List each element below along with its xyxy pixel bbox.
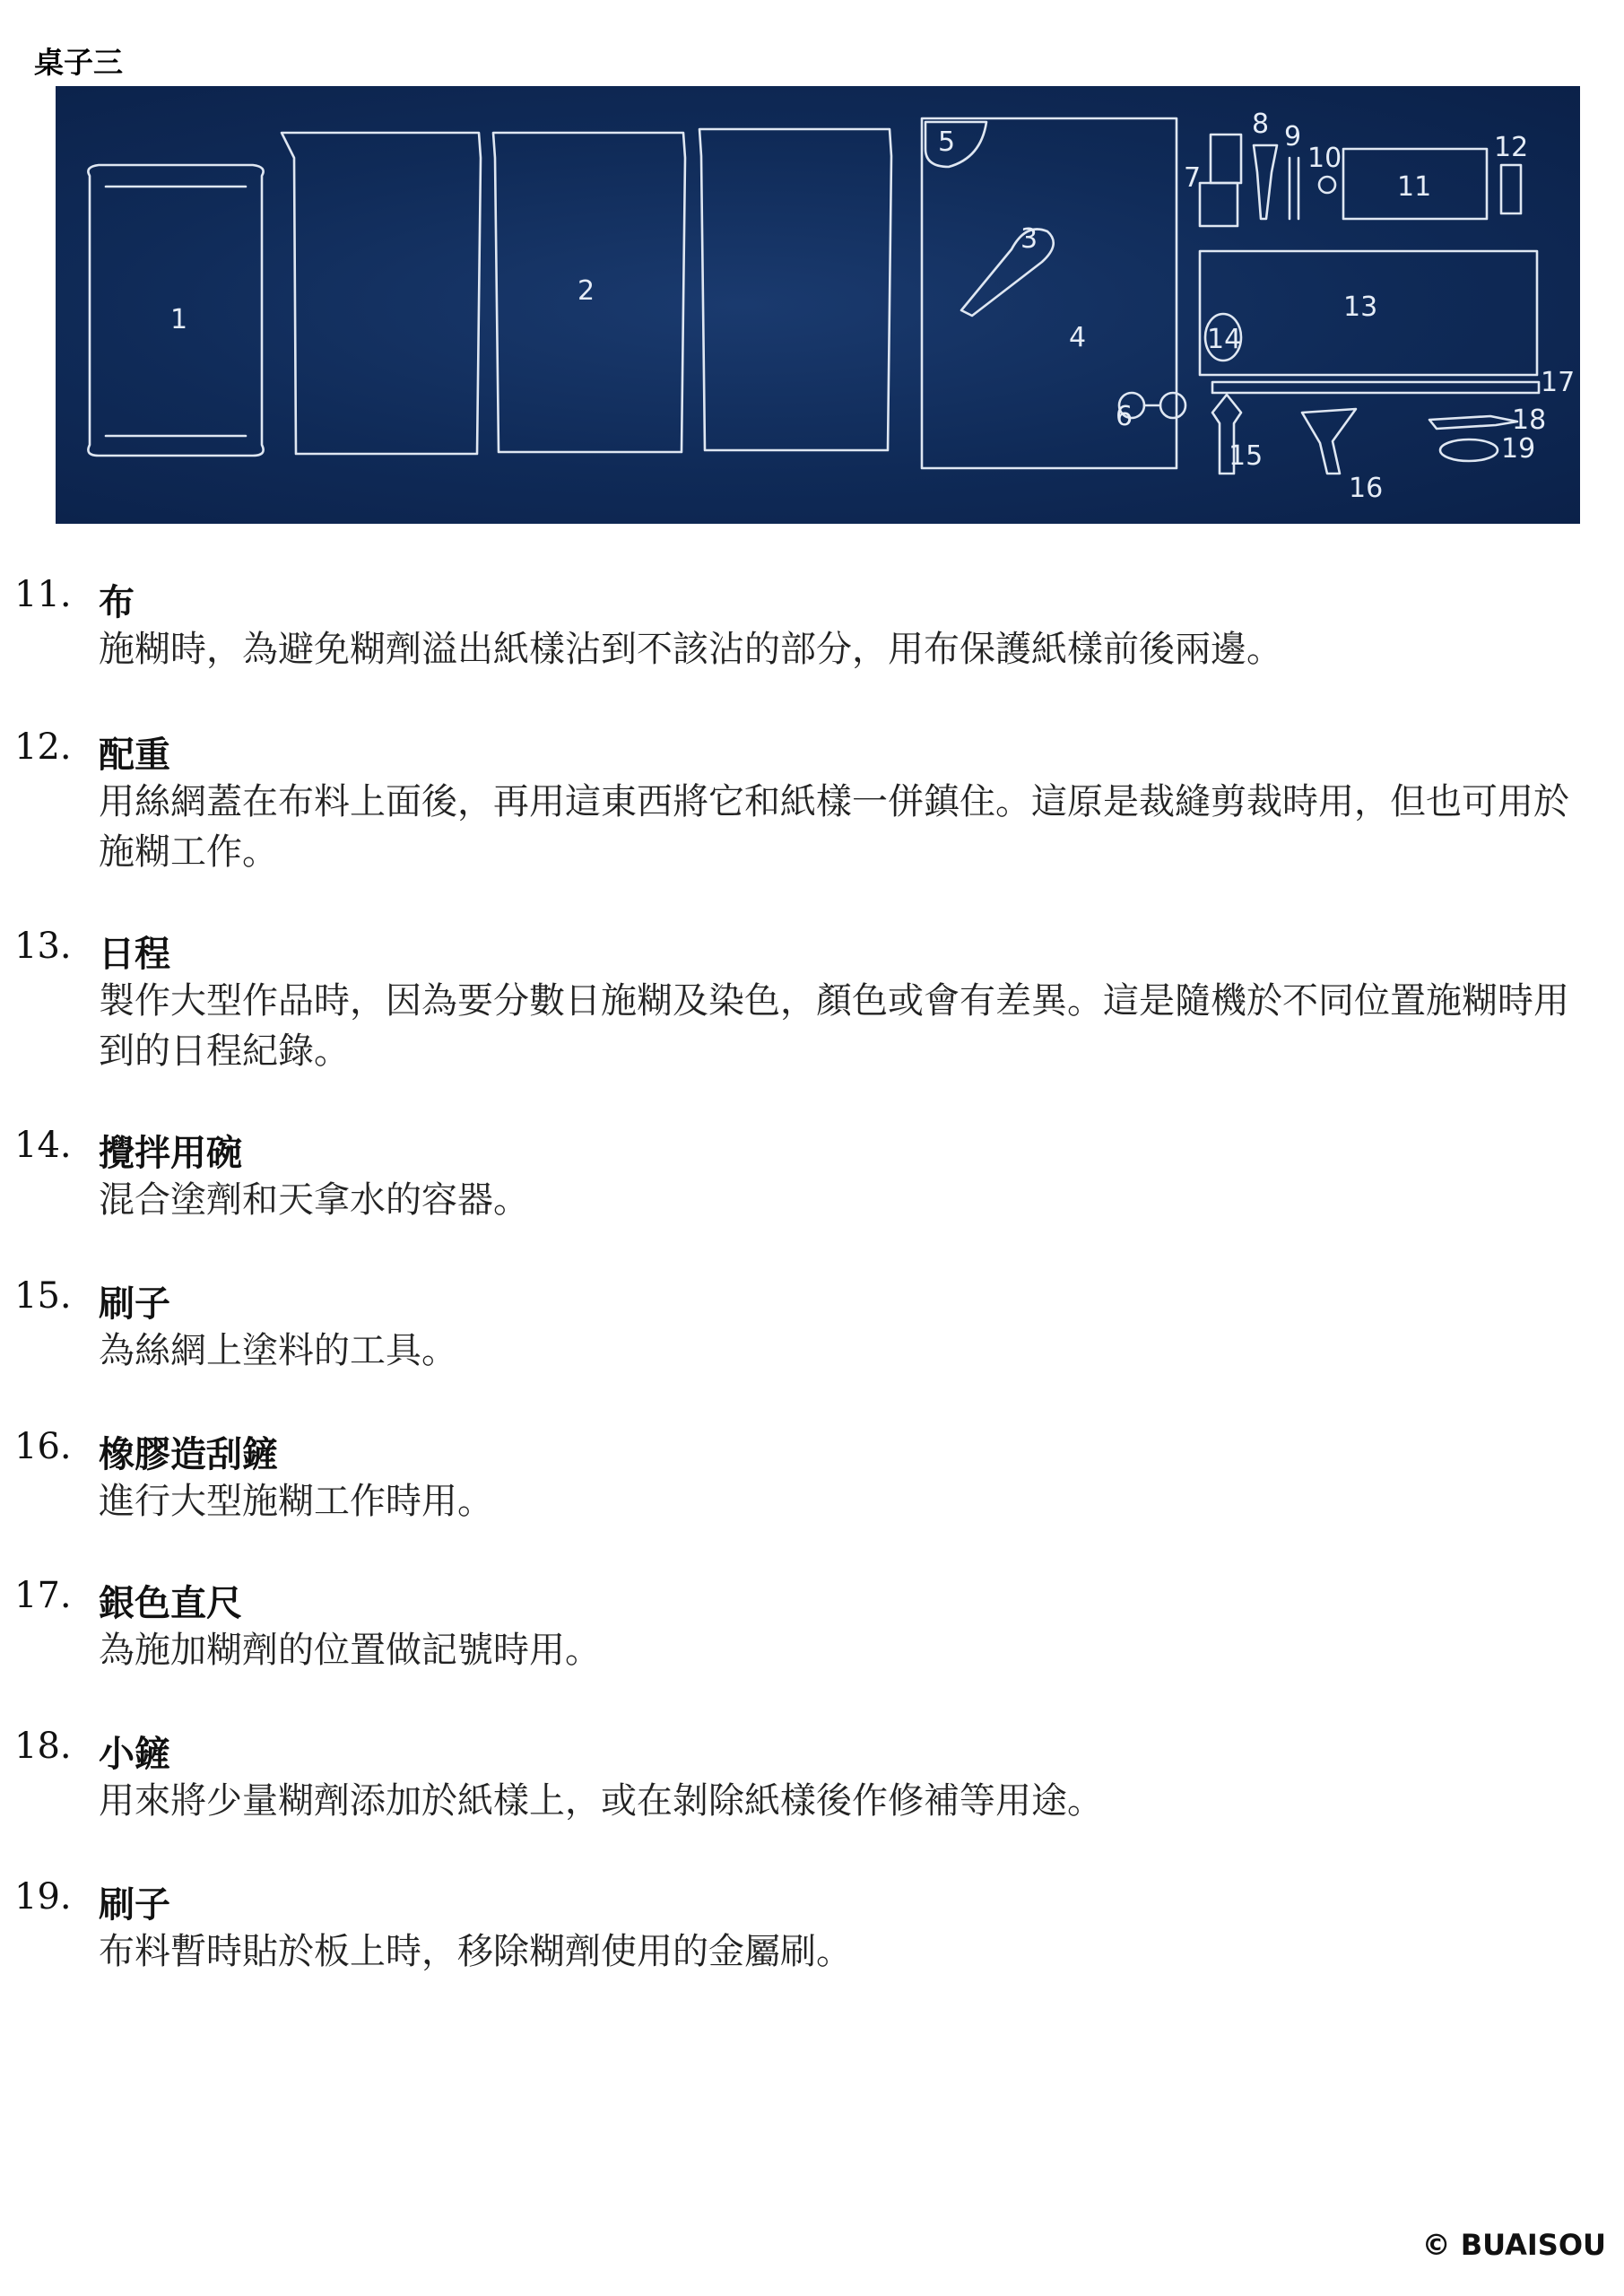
item-number: 14. (14, 1125, 72, 1166)
item-number: 17. (14, 1575, 72, 1616)
item-number: 12. (14, 726, 72, 768)
photo-label-2: 2 (578, 275, 595, 307)
item-title: 攪拌用碗 (99, 1133, 242, 1174)
photo-label-18: 18 (1512, 404, 1547, 436)
photo-label-11: 11 (1397, 171, 1432, 203)
item-title: 刷子 (99, 1283, 170, 1325)
item-description: 用來將少量糊劑添加於紙樣上，或在剝除紙樣後作修補等用途。 (99, 1780, 1103, 1822)
item-title: 日程 (99, 934, 170, 975)
item-number: 13. (14, 926, 72, 967)
photo-label-15: 15 (1229, 440, 1264, 472)
item-description: 施糊時，為避免糊劑溢出紙樣沾到不該沾的部分，用布保護紙樣前後兩邊。 (99, 629, 1282, 670)
photo-label-17: 17 (1541, 367, 1576, 398)
item-description: 為絲網上塗料的工具。 (99, 1330, 457, 1371)
photo-label-7: 7 (1184, 162, 1202, 194)
photo-label-14: 14 (1207, 324, 1242, 355)
photo-label-19: 19 (1501, 433, 1536, 465)
item-number: 19. (14, 1876, 72, 1918)
item-title: 橡膠造刮鏟 (99, 1434, 278, 1475)
page-section-label: 桌子三 (34, 45, 123, 80)
item-description: 布料暫時貼於板上時，移除糊劑使用的金屬刷。 (99, 1931, 852, 1972)
item-number: 15. (14, 1275, 72, 1317)
copyright-notice: © BUAISOU (1421, 2228, 1606, 2262)
photo-label-13: 13 (1343, 291, 1378, 323)
item-description: 製作大型作品時，因為要分數日施糊及染色，顏色或會有差異。這是隨機於不同位置施糊時用到的日程紀錄。 (99, 980, 1569, 1072)
item-title: 小鏟 (99, 1734, 170, 1775)
item-title: 布 (99, 582, 135, 623)
item-description: 為施加糊劑的位置做記號時用。 (99, 1630, 601, 1671)
item-title: 刷子 (99, 1884, 170, 1926)
item-title: 銀色直尺 (99, 1583, 242, 1624)
item-title: 配重 (99, 735, 170, 776)
tools-outline-drawing (56, 86, 1580, 524)
photo-label-12: 12 (1494, 132, 1529, 163)
item-description: 用絲網蓋在布料上面後，再用這東西將它和紙樣一併鎮住。這原是裁縫剪裁時用，但也可用於施糊工作。 (99, 781, 1569, 873)
photo-label-16: 16 (1349, 473, 1384, 504)
photo-label-10: 10 (1307, 143, 1342, 174)
photo-label-5: 5 (938, 126, 956, 158)
photo-label-8: 8 (1252, 109, 1270, 140)
item-number: 11. (14, 574, 72, 615)
photo-label-6: 6 (1116, 401, 1133, 432)
photo-label-3: 3 (1020, 223, 1038, 255)
item-number: 16. (14, 1426, 72, 1467)
photo-label-9: 9 (1284, 121, 1302, 152)
photo-label-1: 1 (170, 304, 188, 335)
item-number: 18. (14, 1726, 72, 1767)
item-description: 進行大型施糊工作時用。 (99, 1481, 493, 1522)
tools-photo (56, 86, 1580, 524)
item-description: 混合塗劑和天拿水的容器。 (99, 1179, 529, 1221)
photo-label-4: 4 (1069, 322, 1087, 353)
